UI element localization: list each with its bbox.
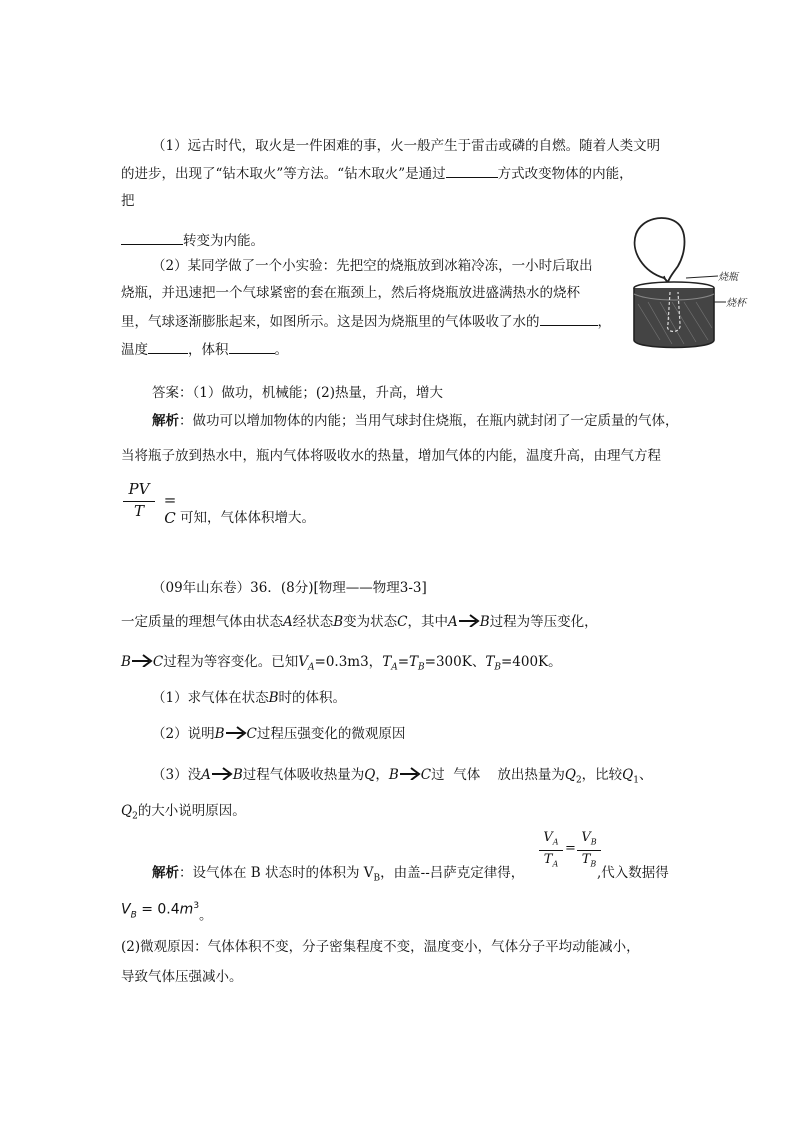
stem-text: 变为状态 <box>343 614 398 630</box>
var-T: T <box>409 654 419 670</box>
answer-blank-1 <box>446 163 498 178</box>
frac2-denominator: $T_B$ <box>581 852 597 869</box>
subscript: 1 <box>633 775 639 786</box>
stem-text: =300K、 <box>424 654 486 670</box>
stem-text: （3）没 <box>152 767 202 783</box>
analysis-text: ：设气体在 B 状态时的体积为 V <box>179 865 374 881</box>
state-B: B <box>479 614 490 630</box>
q1-p2-line-2: 烧瓶，并迅速把一个气球紧密的套在瓶颈上，然后将烧瓶放进盛满热水的烧杯 <box>121 285 580 301</box>
fraction-bar <box>577 850 601 851</box>
q1-line-4 <box>121 230 264 251</box>
q1-p2-line-1: （2）某同学做了一个小实验：先把空的烧瓶放到冰箱冷冻，一小时后取出 <box>152 258 593 274</box>
answer-blank-3 <box>540 311 598 326</box>
stem-text: 过程为等容变化。已知 <box>163 654 299 670</box>
result-value: = 0.4 <box>136 901 180 918</box>
subscript: A <box>391 662 398 673</box>
q1-analysis-line-2: 当将瓶子放到热水中，瓶内气体将吸收水的热量，增加气体的内能，温度升高，由理气方程 <box>121 448 661 464</box>
stem-text: =400K。 <box>500 654 562 670</box>
state-C: C <box>420 767 432 783</box>
var-V: V <box>298 654 309 670</box>
gay-lussac-formula <box>538 828 602 878</box>
state-B: B <box>388 767 399 783</box>
var-Q: Q <box>622 767 634 783</box>
flask-beaker-figure <box>620 212 768 358</box>
arrow-icon <box>211 766 233 780</box>
q1-analysis-line-3: 可知，气体体积增大。 <box>180 510 315 526</box>
label-flask: 烧瓶 <box>718 272 738 283</box>
var-Q: Q <box>564 767 576 783</box>
result-formula <box>121 896 213 926</box>
fraction-bar <box>539 850 563 851</box>
q1-line-3: 把 <box>121 193 135 209</box>
q1-p2-line-3 <box>121 311 611 332</box>
stem-text: 时的体积。 <box>278 690 347 706</box>
stem-text: 过程为等压变化， <box>489 614 598 630</box>
formula-numerator: PV <box>128 480 150 498</box>
state-A: A <box>283 614 293 630</box>
state-A: A <box>201 767 211 783</box>
state-B: B <box>232 767 243 783</box>
stem-text: =0.3m3， <box>314 654 383 670</box>
q1-analysis-line-1 <box>152 411 679 431</box>
ideal-gas-formula <box>121 480 181 527</box>
subscript: A <box>308 662 315 673</box>
q1-line-2-end: 方式改变物体的内能， <box>497 166 633 182</box>
q2-micro-line-2: 导致气体压强减小。 <box>121 969 243 985</box>
var-V: V <box>121 901 131 918</box>
answer-blank-5 <box>229 339 275 354</box>
q2-stem-line-2 <box>121 652 562 678</box>
stem-text: （1）求气体在状态 <box>152 690 269 706</box>
text-volume: ，体积 <box>188 342 229 358</box>
var-T: T <box>382 654 392 670</box>
q2-analysis-line-1 <box>152 863 524 889</box>
q2-sub2 <box>152 724 405 744</box>
stem-text: = <box>397 654 410 670</box>
arrow-icon <box>131 653 153 667</box>
state-C: C <box>397 614 408 630</box>
unit-m: m <box>179 901 194 918</box>
stem-text: 过程气体吸收热量为 <box>242 767 365 783</box>
var-T: T <box>485 654 495 670</box>
q1-line-4-end: 转变为内能。 <box>183 233 264 249</box>
q1-answer: 答案：（1）做功，机械能；(2)热量，升高，增大 <box>152 385 443 401</box>
q2-header: （09年山东卷）36．(8分)[物理——物理3-3] <box>152 580 427 596</box>
formula-rhs: = C <box>163 491 177 527</box>
state-A: A <box>448 614 458 630</box>
stem-text: 的大小说明原因。 <box>137 803 246 819</box>
stem-text: （2）说明 <box>152 726 215 742</box>
q1-line-2 <box>121 163 633 184</box>
formula-denominator: T <box>133 502 144 520</box>
q2-analysis-line-1-end: ,代入数据得 <box>597 865 669 881</box>
stem-text: ，其中 <box>407 614 449 630</box>
period: 。 <box>199 907 213 924</box>
state-B: B <box>268 690 279 706</box>
q2-sub3-line-1 <box>152 765 652 791</box>
stem-text: 过程压强变化的微观原因 <box>256 726 406 742</box>
frac1-numerator: $V_A$ <box>543 830 559 847</box>
q1-p2-line-4 <box>121 339 288 360</box>
text-temperature: 温度 <box>121 342 148 358</box>
state-B: B <box>333 614 344 630</box>
q2-sub1 <box>152 688 346 708</box>
analysis-text-1: ：做功可以增加物体的内能；当用气球封住烧瓶，在瓶内就封闭了一定质量的气体， <box>179 413 679 429</box>
answer-blank-4 <box>148 339 188 354</box>
subscript: 2 <box>132 811 138 822</box>
stem-text: 经状态 <box>292 614 334 630</box>
q2-sub3-line-2 <box>121 801 246 827</box>
period: 。 <box>274 342 288 358</box>
stem-text: 过 气体 放出热量为 <box>431 767 565 783</box>
frac1-denominator: $T_A$ <box>543 852 559 869</box>
q1-line-1: （1）远古时代，取火是一件困难的事，火一般产生于雷击或磷的自燃。随着人类文明 <box>152 138 661 154</box>
q1-line-2-text: 的进步，出现了“钻木取火”等方法。“钻木取火”是通过 <box>121 166 446 182</box>
q2-stem-line-1 <box>121 612 598 632</box>
state-C: C <box>152 654 164 670</box>
frac2-numerator: $V_B$ <box>581 830 597 847</box>
comma: ， <box>597 314 611 330</box>
subscript: B <box>373 873 381 884</box>
state-B: B <box>121 654 131 670</box>
subscript: B <box>130 910 137 921</box>
subscript: 2 <box>575 775 582 786</box>
analysis-label: 解析 <box>152 413 179 429</box>
equals-sign: = <box>565 841 576 856</box>
stem-text: ， <box>375 767 389 783</box>
analysis-text: ，由盖--吕萨克定律得， <box>380 865 525 881</box>
superscript: 3 <box>193 901 200 911</box>
state-C: C <box>246 726 257 742</box>
stem-text: 、 <box>638 767 653 783</box>
analysis-label: 解析 <box>152 865 179 881</box>
subscript: B <box>494 662 501 673</box>
answer-blank-2 <box>121 230 183 245</box>
balloon-shape <box>635 218 685 282</box>
arrow-icon <box>458 613 480 627</box>
subscript: B <box>418 662 425 673</box>
flask-illustration <box>620 212 768 358</box>
arrow-icon <box>225 725 247 739</box>
state-B: B <box>214 726 225 742</box>
label-beaker: 烧杯 <box>726 298 746 309</box>
var-Q: Q <box>121 803 133 819</box>
stem-text: ，比较 <box>581 767 623 783</box>
q2-micro-line-1: (2)微观原因：气体体积不变，分子密集程度不变，温度变小，气体分子平均动能减小， <box>121 939 640 955</box>
var-Q: Q <box>364 767 376 783</box>
q1-p2-line-3-text: 里，气球逐渐膨胀起来，如图所示。这是因为烧瓶里的气体吸收了水的 <box>121 314 540 330</box>
stem-text: 一定质量的理想气体由状态 <box>121 614 283 630</box>
arrow-icon <box>399 766 421 780</box>
